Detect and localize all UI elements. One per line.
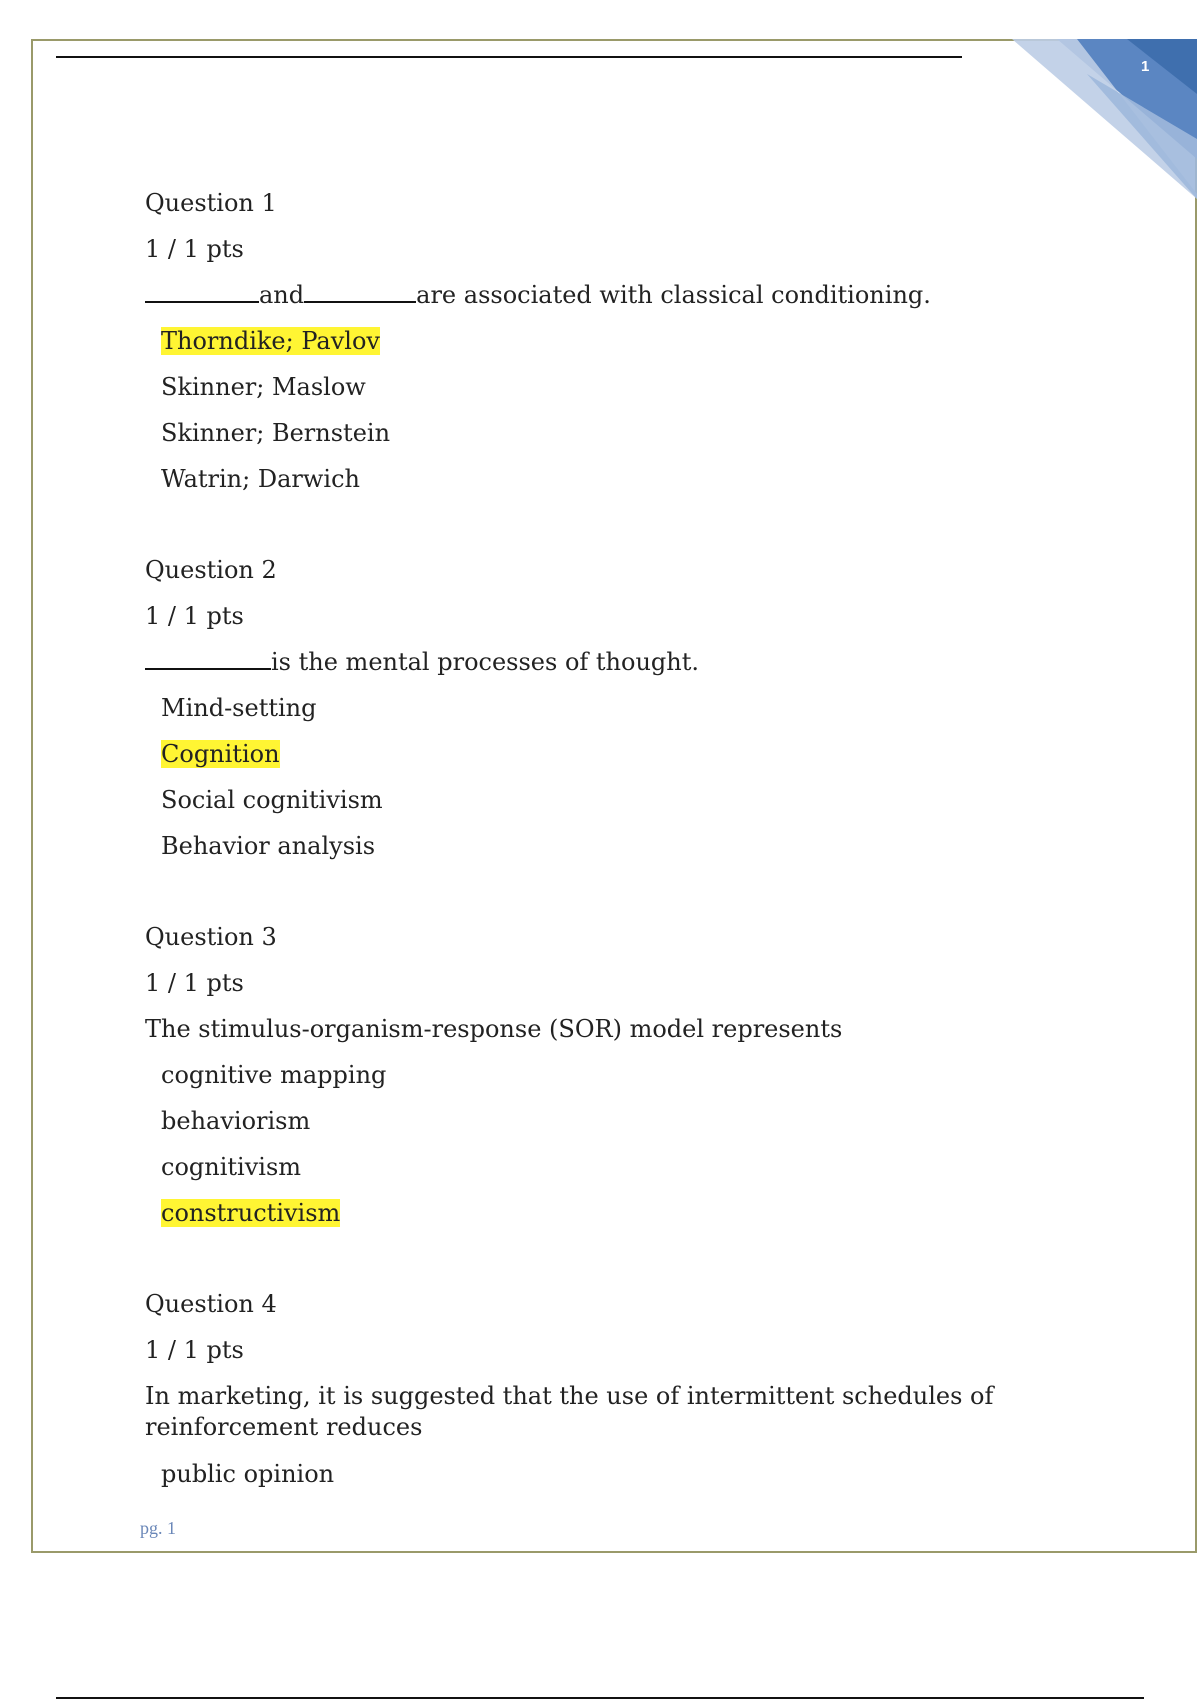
option-label: cognitive mapping: [161, 1061, 387, 1089]
option-label: Cognition: [161, 740, 280, 768]
question-title: Question 4: [145, 1290, 277, 1318]
question-text-part: are associated with classical conditioning.: [416, 281, 931, 309]
question-points: 1 / 1 pts: [145, 1336, 244, 1364]
option-item[interactable]: [161, 1451, 1045, 1497]
option-item[interactable]: [161, 777, 1045, 823]
question-4: [145, 1281, 1045, 1497]
option-label: Watrin; Darwich: [161, 465, 360, 493]
option-item[interactable]: [161, 318, 1045, 364]
question-points: 1 / 1 pts: [145, 969, 244, 997]
option-item[interactable]: [161, 364, 1045, 410]
question-text: [145, 1006, 1045, 1052]
option-item[interactable]: [161, 1144, 1045, 1190]
question-text-part: is the mental processes of thought.: [271, 648, 700, 676]
bottom-rule: [56, 1697, 1144, 1699]
question-1: [145, 180, 1045, 502]
question-points: 1 / 1 pts: [145, 235, 244, 263]
option-label: Social cognitivism: [161, 786, 383, 814]
option-label: Skinner; Maslow: [161, 373, 366, 401]
option-label: public opinion: [161, 1460, 335, 1488]
options-list: [161, 685, 1045, 869]
question-text-line: The stimulus-organism-response (SOR) model represents: [145, 1015, 843, 1043]
quiz-content: [145, 180, 1045, 1542]
option-item[interactable]: [161, 823, 1045, 869]
option-item[interactable]: [161, 1098, 1045, 1144]
question-text-part: and: [259, 281, 305, 309]
option-label: Mind-setting: [161, 694, 317, 722]
option-item[interactable]: [161, 410, 1045, 456]
header-rule: [56, 56, 962, 58]
option-label: behaviorism: [161, 1107, 311, 1135]
options-list: [161, 1451, 1045, 1497]
question-text: [145, 1373, 1045, 1451]
option-label: Behavior analysis: [161, 832, 376, 860]
option-item[interactable]: [161, 1190, 1045, 1236]
question-text-line: In marketing, it is suggested that the use of intermittent schedules of: [145, 1382, 994, 1410]
question-points: 1 / 1 pts: [145, 602, 244, 630]
question-title: Question 1: [145, 189, 277, 217]
question-title: Question 2: [145, 556, 277, 584]
question-text: [145, 639, 1045, 685]
option-label: cognitivism: [161, 1153, 302, 1181]
option-item[interactable]: [161, 1052, 1045, 1098]
answer-blank: [304, 275, 416, 303]
options-list: [161, 318, 1045, 502]
question-text-line: reinforcement reduces: [145, 1413, 423, 1441]
options-list: [161, 1052, 1045, 1236]
option-label: Thorndike; Pavlov: [161, 327, 380, 355]
footer-page-label: pg. 1: [140, 1518, 176, 1538]
option-label: constructivism: [161, 1199, 341, 1227]
question-title: Question 3: [145, 923, 277, 951]
answer-blank: [145, 275, 259, 303]
option-label: Skinner; Bernstein: [161, 419, 391, 447]
question-2: [145, 547, 1045, 869]
question-text: [145, 272, 1045, 318]
answer-blank: [145, 642, 271, 670]
corner-decoration: [967, 39, 1197, 199]
question-3: [145, 914, 1045, 1236]
option-item[interactable]: [161, 456, 1045, 502]
page-number: 1: [1141, 58, 1150, 75]
option-item[interactable]: [161, 731, 1045, 777]
option-item[interactable]: [161, 685, 1045, 731]
